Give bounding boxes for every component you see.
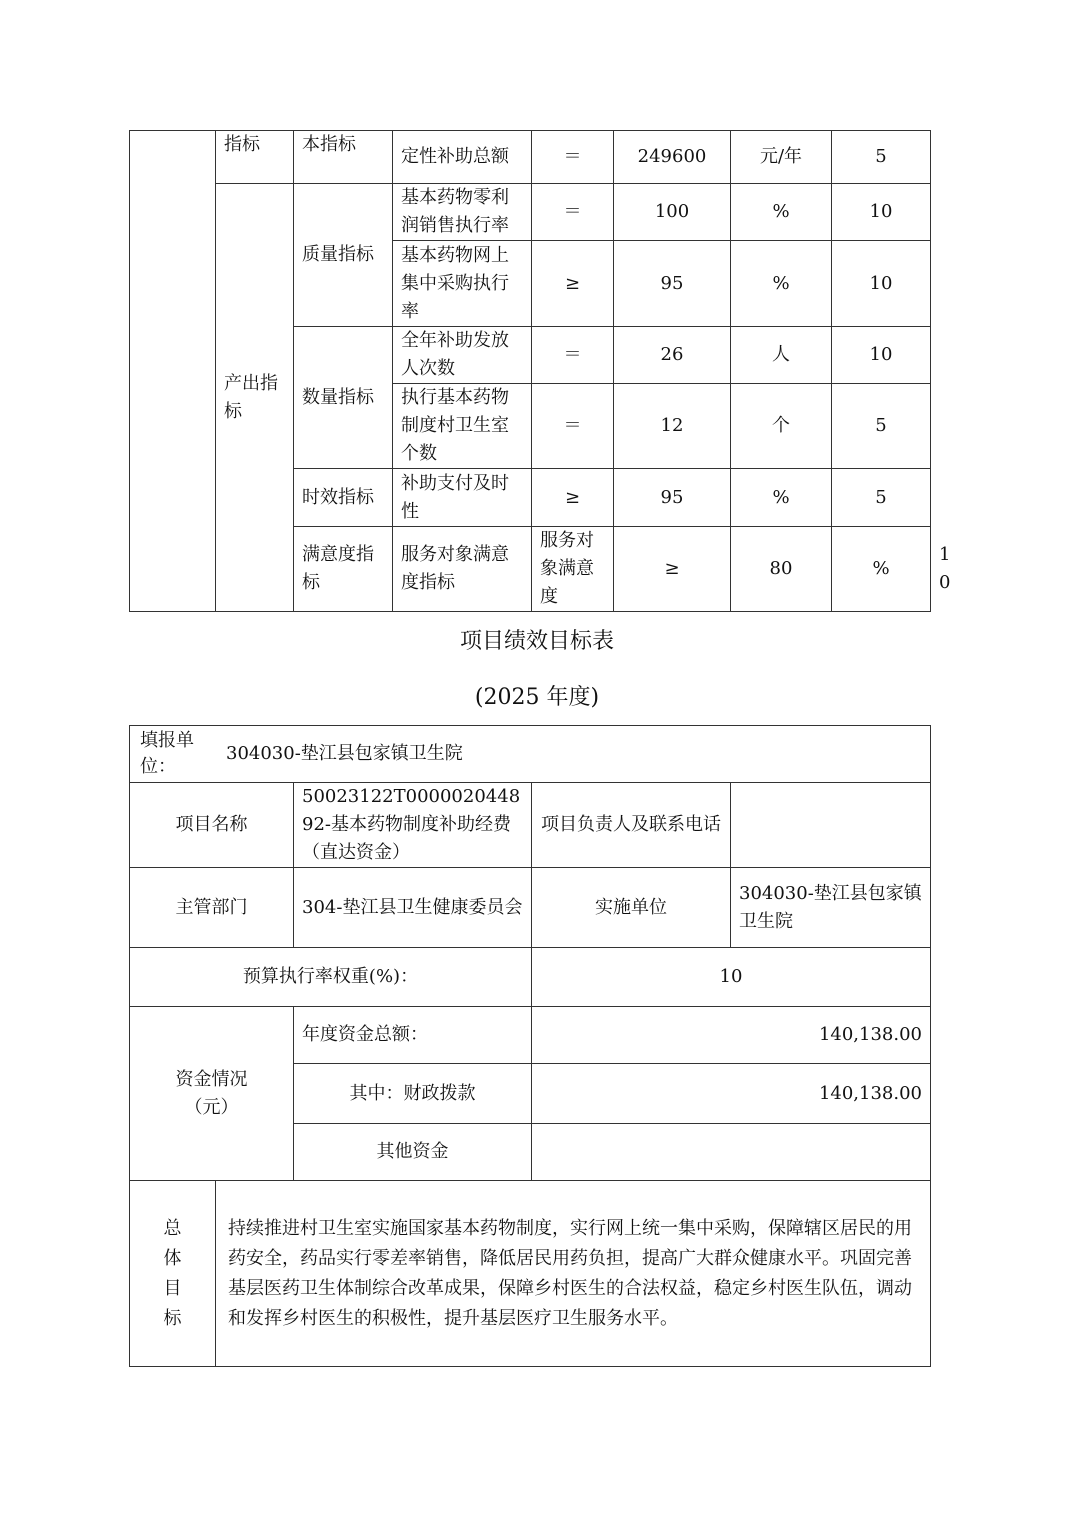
indicator-operator: ＝ [532, 327, 614, 384]
indicator-name: 服务对象满意度 [532, 527, 614, 612]
project-name-value: 50023122T000002044892-基本药物制度补助经费（直达资金） [294, 783, 532, 868]
indicator-unit: 个 [731, 384, 832, 469]
indicator-value: 26 [614, 327, 731, 384]
implementing-unit-label: 实施单位 [532, 868, 731, 948]
indicator-operator: ＝ [532, 131, 614, 184]
implementing-unit-value: 304030-垫江县包家镇卫生院 [731, 868, 931, 948]
budget-weight-label: 预算执行率权重(%)： [130, 948, 532, 1007]
indicator-unit: % [832, 527, 931, 612]
overall-goal-label: 总 体 目 标 [130, 1181, 216, 1367]
indicator-score: 10 [832, 241, 931, 327]
indicator-value: 80 [731, 527, 832, 612]
other-funds-label: 其他资金 [294, 1124, 532, 1181]
satisfaction-indicator-label: 满意度指标 [294, 527, 393, 612]
indicator-unit: 元/年 [731, 131, 832, 184]
department-value: 304-垫江县卫生健康委员会 [294, 868, 532, 948]
indicator-operator: ≥ [614, 527, 731, 612]
overall-goal-text: 持续推进村卫生室实施国家基本药物制度，实行网上统一集中采购，保障辖区居民的用药安全，药品实行零差率销售，降低居民用药负担，提高广大群众健康水平。巩固完善基层医药卫生体制综合改革成果，保障乡村医生的合法权益，稳定乡村医生队伍，调动和发挥乡村医生的积极性，提升基层医疗卫生服务水平。 [216, 1181, 931, 1367]
indicator-level2-cell: 本指标 [294, 131, 393, 184]
indicator-table: 指标 本指标 定性补助总额 ＝ 249600 元/年 5 产出指标 质量指标 基本药物零利润销售执行率 ＝ 100 % 10 基本药物网上集中采购执行率 ≥ 95 % 10 数量指标 全年补助发放人次数 ＝ 26 人 10 执行基本药物制度村卫生室个数 ＝ 12 个 5 时效指标 补助支付及时性 ≥ 95 % 5 满意度指标 服务对象满意度指标 服务对象满意度 ≥ 80 % 10 [129, 130, 931, 612]
indicator-level1-cell: 指标 [216, 131, 294, 184]
indicator-value: 95 [614, 241, 731, 327]
indicator-score: 10 [832, 327, 931, 384]
indicator-score: 5 [832, 131, 931, 184]
indicator-value: 100 [614, 184, 731, 241]
indicator-score: 5 [832, 384, 931, 469]
other-funds-value [532, 1124, 931, 1181]
indicator-name: 全年补助发放人次数 [393, 327, 532, 384]
reporting-unit-value: 304030-垫江县包家镇卫生院 [226, 743, 463, 764]
indicator-operator: ＝ [532, 184, 614, 241]
service-satisfaction-label: 服务对象满意度指标 [393, 527, 532, 612]
fiscal-funds-label: 其中：财政拨款 [294, 1064, 532, 1124]
department-label: 主管部门 [130, 868, 294, 948]
project-name-label: 项目名称 [130, 783, 294, 868]
indicator-unit: % [731, 241, 832, 327]
project-target-table [129, 725, 931, 1367]
indicator-name: 定性补助总额 [393, 131, 532, 184]
annual-funds-value: 140,138.00 [532, 1007, 931, 1064]
contact-value [731, 783, 931, 868]
reporting-unit-label: 填报单位： [140, 730, 194, 777]
annual-funds-label: 年度资金总额： [294, 1007, 532, 1064]
indicator-unit: 人 [731, 327, 832, 384]
indicator-operator: ≥ [532, 241, 614, 327]
fiscal-funds-value: 140,138.00 [532, 1064, 931, 1124]
indicator-unit: % [731, 184, 832, 241]
timeliness-indicator-label: 时效指标 [294, 469, 393, 527]
page-subtitle: (2025 年度) [474, 685, 600, 710]
indicator-name: 基本药物网上集中采购执行率 [393, 241, 532, 327]
indicator-operator: ＝ [532, 384, 614, 469]
budget-weight-value: 10 [532, 948, 931, 1007]
indicator-name: 补助支付及时性 [393, 469, 532, 527]
funds-label: 资金情况（元） [130, 1007, 294, 1181]
indicator-score: 5 [832, 469, 931, 527]
contact-label: 项目负责人及联系电话 [532, 783, 731, 868]
indicator-unit: % [731, 469, 832, 527]
indicator-name: 基本药物零利润销售执行率 [393, 184, 532, 241]
quality-indicator-label: 质量指标 [294, 184, 393, 327]
output-indicator-label: 产出指标 [216, 184, 294, 612]
indicator-value: 12 [614, 384, 731, 469]
page-title: 项目绩效目标表 [459, 629, 614, 654]
indicator-operator: ≥ [532, 469, 614, 527]
blank-left-cell [130, 131, 216, 612]
indicator-value: 249600 [614, 131, 731, 184]
indicator-value: 95 [614, 469, 731, 527]
quantity-indicator-label: 数量指标 [294, 327, 393, 469]
indicator-score: 10 [832, 184, 931, 241]
indicator-name: 执行基本药物制度村卫生室个数 [393, 384, 532, 469]
